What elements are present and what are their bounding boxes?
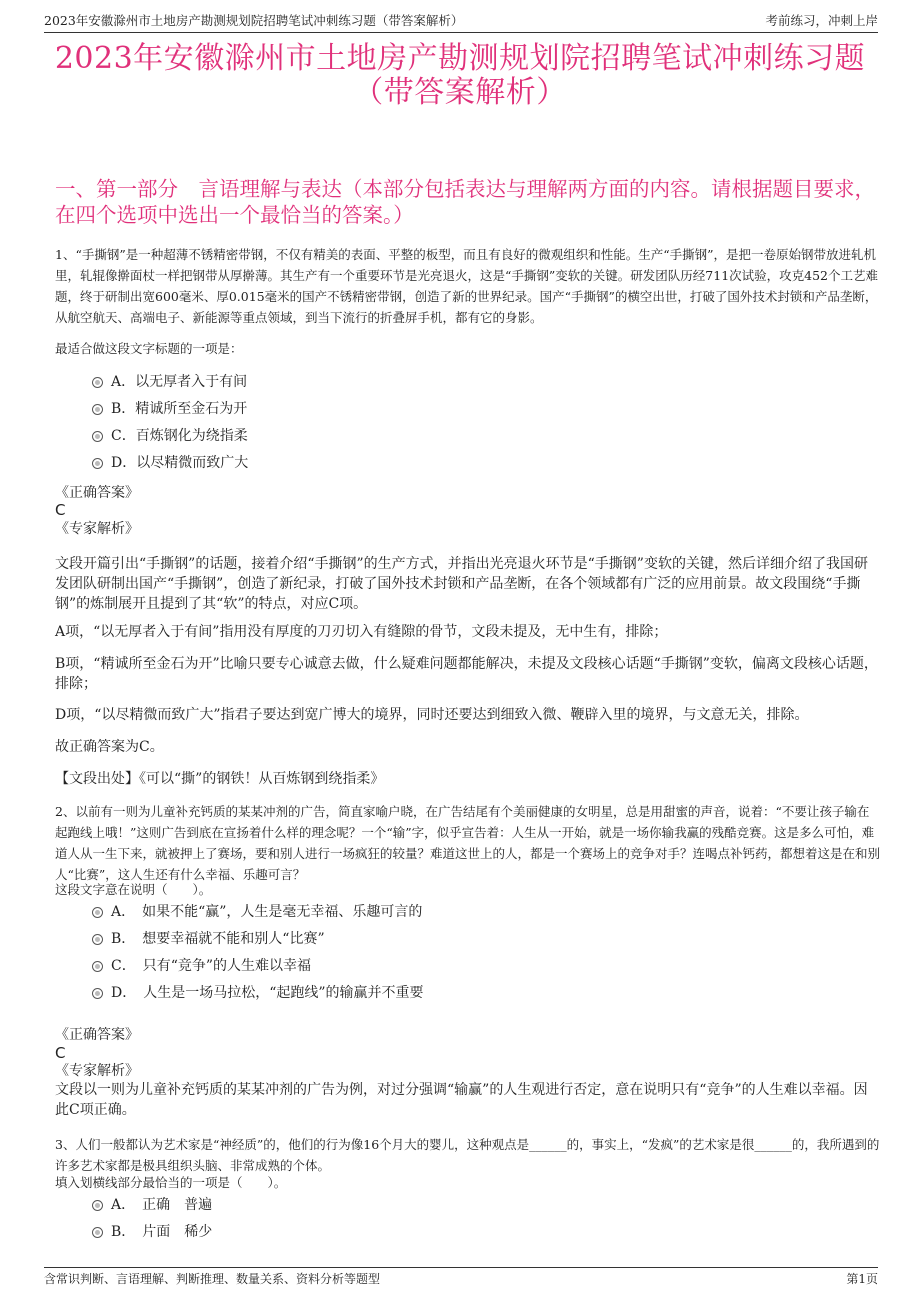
q1-analysis-para-4: D项，“以尽精微而致广大”指君子要达到宽广博大的境界，同时还要达到细致入微、鞭辟入里的境界，与文意无关，排除。 [55, 707, 809, 723]
header-doc-title: 2023年安徽滁州市土地房产勘测规划院招聘笔试冲刺练习题（带答案解析） [44, 13, 464, 28]
option-label: A． 正确 普遍 [111, 1197, 213, 1213]
document-title [40, 42, 880, 110]
radio-icon [92, 431, 103, 442]
q1-analysis-para-2: A项，“以无厚者入于有间”指用没有厚度的刀刃切入有缝隙的骨节，文段未提及，无中生有，排除； [55, 624, 668, 640]
q1-analysis-para-1: 文段开篇引出“手撕钢”的话题，接着介绍“手撕钢”的生产方式，并指出光亮退火环节是“手撕钢”变软的关键，然后详细介绍了我国研发团队研制出国产“手撕钢”，创造了新纪录，打破了国外技术封锁和产品垄断，在各个领域都有广泛的应用前景。故文段围绕“手撕钢”的炼制展开且提到了其“软”的特点，对应C项。 [55, 556, 868, 612]
option-label: A． 如果不能“赢”，人生是毫无幸福、乐趣可言的 [111, 904, 423, 920]
q2-option-d[interactable] [92, 983, 424, 1003]
radio-icon [92, 1200, 103, 1211]
q2-analysis-text: 文段以一则为儿童补充钙质的某某冲剂的广告为例，对过分强调“输赢”的人生观进行否定，意在说明只有“竞争”的人生难以幸福。因此C项正确。 [55, 1082, 868, 1118]
q1-answer: C [55, 501, 66, 519]
title-line-2: （带答案解析） [353, 75, 567, 110]
page-header [44, 10, 878, 33]
radio-icon [92, 404, 103, 415]
q1-option-d[interactable] [92, 453, 248, 473]
page-footer [44, 1267, 878, 1288]
q3-option-a[interactable] [92, 1195, 212, 1215]
option-label: B．精诚所至金石为开 [111, 401, 248, 417]
q1-analysis-para-3: B项，“精诚所至金石为开”比喻只要专心诚意去做，什么疑难问题都能解决，未提及文段核心话题“手撕钢”变软，偏离文段核心话题，排除； [55, 656, 878, 692]
q1-answer-label: 《正确答案》 [55, 485, 139, 501]
question-2-prompt: 这段文字意在说明（ ）。 [55, 882, 212, 897]
footer-description: 含常识判断、言语理解、判断推理、数量关系、资料分析等题型 [44, 1272, 381, 1286]
option-label: C． 只有“竞争”的人生难以幸福 [111, 958, 312, 974]
option-label: B． 片面 稀少 [111, 1224, 213, 1240]
question-1-text: 1、“手撕钢”是一种超薄不锈精密带钢，不仅有精美的表面、平整的板型，而且有良好的微观组织和性能。生产“手撕钢”，是把一卷原始钢带放进轧机里，轧辊像擀面杖一样把钢带从厚擀薄。其生产有一个重要环节是光亮退火，这是“手撕钢”变软的关键。研发团队历经711次试验，攻克452个工艺难题，终于研制出宽600毫米、厚0.015毫米的国产不锈精密带钢，创造了新的世界纪录。国产“手撕钢”的横空出世，打破了国外技术封锁和产品垄断，从航空航天、高端电子、新能源等重点领域，到当下流行的折叠屏手机，都有它的身影。 [55, 247, 879, 325]
header-slogan: 考前练习，冲刺上岸 [765, 13, 878, 28]
question-3-prompt: 填入划横线部分最恰当的一项是（ ）。 [55, 1175, 287, 1190]
q2-analysis-label: 《专家解析》 [55, 1063, 139, 1079]
radio-icon [92, 377, 103, 388]
question-3-text: 3、人们一般都认为艺术家是“神经质”的，他们的行为像16个月大的婴儿，这种观点是______的，事实上，“发疯”的艺术家是很______的，我所遇到的许多艺术家都是极具组织头脑、非常成熟的个体。 [55, 1137, 880, 1173]
radio-icon [92, 934, 103, 945]
title-line-1: 2023年安徽滁州市土地房产勘测规划院招聘笔试冲刺练习题 [54, 41, 866, 76]
radio-icon [92, 458, 103, 469]
page-number: 第1页 [846, 1272, 878, 1286]
option-label: B． 想要幸福就不能和别人“比赛” [111, 931, 325, 947]
option-label: D．以尽精微而致广大 [111, 455, 249, 471]
q1-option-c[interactable] [92, 426, 248, 446]
radio-icon [92, 1227, 103, 1238]
radio-icon [92, 988, 103, 999]
q2-answer-label: 《正确答案》 [55, 1027, 139, 1043]
radio-icon [92, 907, 103, 918]
option-label: A．以无厚者入于有间 [111, 374, 248, 390]
section-heading: 一、第一部分 言语理解与表达（本部分包括表达与理解两方面的内容。请根据题目要求，在四个选项中选出一个最恰当的答案。） [55, 177, 875, 227]
q1-source: 【文段出处】《可以“撕”的钢铁！从百炼钢到绕指柔》 [55, 771, 385, 787]
question-2-text: 2、以前有一则为儿童补充钙质的某某冲剂的广告，简直家喻户晓，在广告结尾有个美丽健康的女明星，总是用甜蜜的声音，说着：“不要让孩子输在起跑线上哦！”这则广告到底在宣扬着什么样的理念呢？一个“输”字，似乎宣告着：人生从一开始，就是一场你输我赢的残酷竞赛。这是多么可怕，难道人从一生下来，就被押上了赛场，要和别人进行一场疯狂的较量？难道这世上的人，都是一个赛场上的竞争对手？连喝点补钙药，都想着这是在和别人“比赛”，这人生还有什么幸福、乐趣可言？ [55, 804, 881, 882]
q1-analysis-conclusion: 故正确答案为C。 [55, 739, 164, 755]
radio-icon [92, 961, 103, 972]
q1-analysis-label: 《专家解析》 [55, 521, 139, 537]
option-label: D． 人生是一场马拉松，“起跑线”的输赢并不重要 [111, 985, 424, 1001]
question-1-prompt: 最适合做这段文字标题的一项是： [55, 341, 243, 356]
option-label: C．百炼钢化为绕指柔 [111, 428, 248, 444]
q2-option-c[interactable] [92, 956, 311, 976]
q1-option-a[interactable] [92, 372, 247, 392]
q3-option-b[interactable] [92, 1222, 212, 1242]
q1-option-b[interactable] [92, 399, 247, 419]
q2-option-b[interactable] [92, 929, 325, 949]
q2-option-a[interactable] [92, 902, 422, 922]
q2-answer: C [55, 1044, 66, 1062]
